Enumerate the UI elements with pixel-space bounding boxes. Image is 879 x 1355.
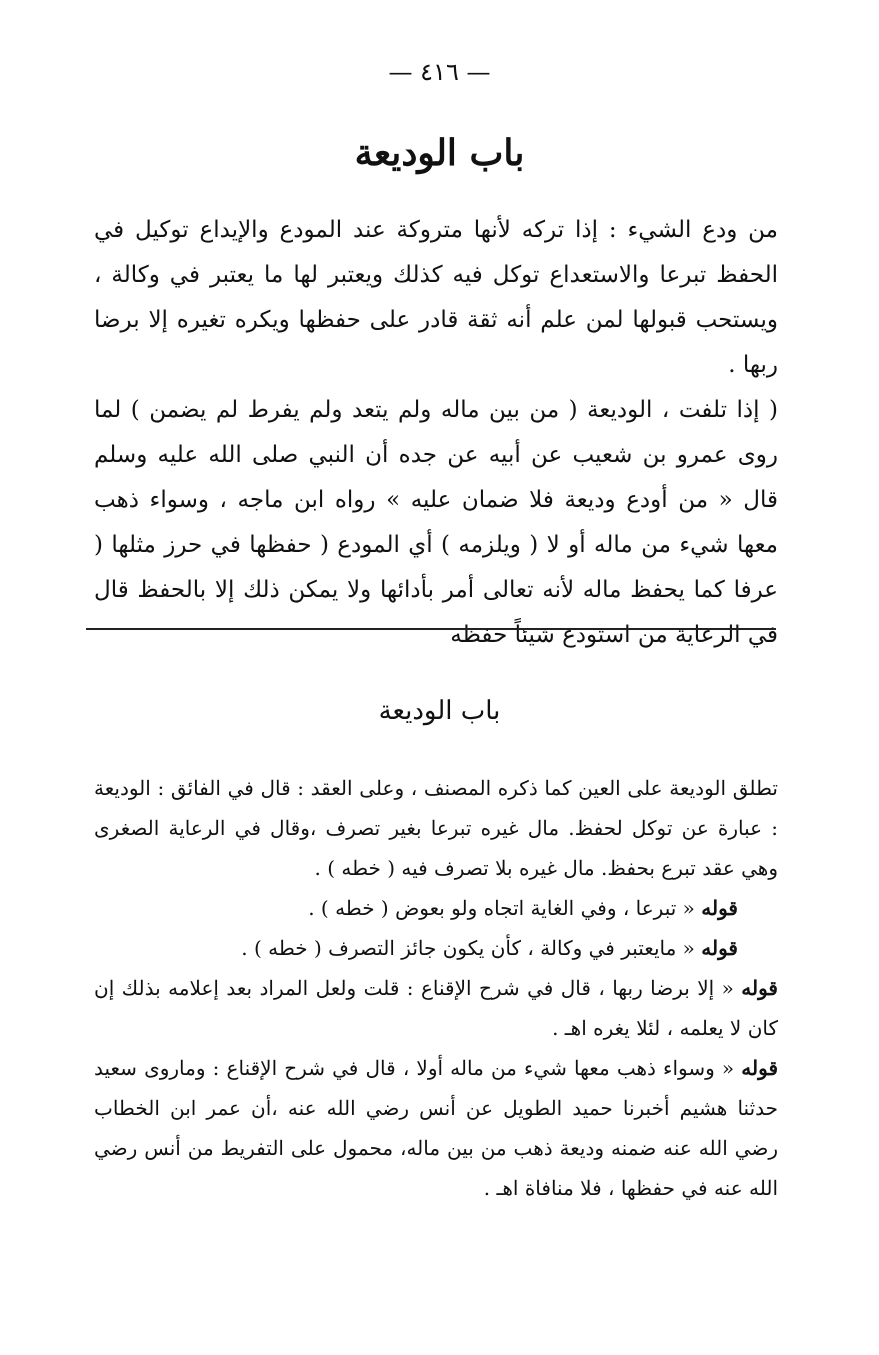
commentary-note: « مايعتبر في وكالة ، كأن يكون جائز التصرف ( خطه ) . <box>241 936 695 960</box>
qawluhu-label: قوله <box>741 1056 779 1080</box>
commentary-note: « إلا برضا ربها ، قال في شرح الإقناع : قلت ولعل المراد بعد إعلامه بذلك إن كان لا يعلمه ، لئلا يغره اهـ . <box>94 976 778 1040</box>
commentary-paragraph-3 <box>94 928 778 968</box>
main-text <box>94 208 778 658</box>
commentary-note: « وسواء ذهب معها شيء من ماله أولا ، قال في شرح الإقناع : وماروى سعيد حدثنا هشيم أخبرنا حميد الطويل عن أنس رضي الله عنه ،أن عمر ابن الخطاب رضي الله عنه ضمنه وديعة ذهب من بين ماله، محمول على التفريط من أنس رضي الله عنه في حفظها ، فلا منافاة اهـ . <box>94 1056 779 1200</box>
commentary-title: باب الوديعة <box>378 696 501 726</box>
commentary-paragraph-4 <box>94 968 778 1048</box>
page-number: — ٤١٦ — <box>388 58 491 86</box>
qawluhu-label: قوله <box>701 936 738 960</box>
section-divider <box>86 628 776 630</box>
commentary-paragraph-5 <box>94 1048 778 1208</box>
commentary-note: « تبرعا ، وفي الغاية اتجاه ولو بعوض ( خطه ) . <box>308 896 695 920</box>
chapter-title: باب الوديعة <box>354 132 525 174</box>
main-paragraph-2: ( إذا تلفت ، الوديعة ( من بين ماله ولم يتعد ولم يفرط لم يضمن ) لما روى عمرو بن شعيب عن أبيه عن جده أن النبي صلى الله عليه وسلم قال « من أودع وديعة فلا ضمان عليه » رواه ابن ماجه ، وسواء ذهب معها شيء من ماله أو لا ( ويلزمه ) أي المودع ( حفظها في حرز مثلها ( عرفا كما يحفظ ماله لأنه تعالى أمر بأدائها ولا يمكن ذلك إلا بالحفظ قال في الرعاية من استودع شيئاً حفظه <box>94 397 778 648</box>
commentary-paragraph-1: تطلق الوديعة على العين كما ذكره المصنف ، وعلى العقد : قال في الفائق : الوديعة : عبارة عن توكل لحفظ. مال غيره تبرعا بغير تصرف ،وقال في الرعاية الصغرى وهي عقد تبرع بحفظ. مال غيره بلا تصرف فيه ( خطه ) . <box>94 776 778 880</box>
qawluhu-label: قوله <box>701 896 738 920</box>
qawluhu-label: قوله <box>741 976 778 1000</box>
commentary-paragraph-2 <box>94 888 778 928</box>
commentary-text <box>94 768 778 1208</box>
main-paragraph-1: من ودع الشيء : إذا تركه لأنها متروكة عند المودع والإيداع توكيل في الحفظ تبرعا والاستعداع توكل فيه كذلك ويعتبر لها ما يعتبر في وكالة ، ويستحب قبولها لمن علم أنه ثقة قادر على حفظها ويكره تغيره إلا برضا ربها . <box>94 217 778 378</box>
